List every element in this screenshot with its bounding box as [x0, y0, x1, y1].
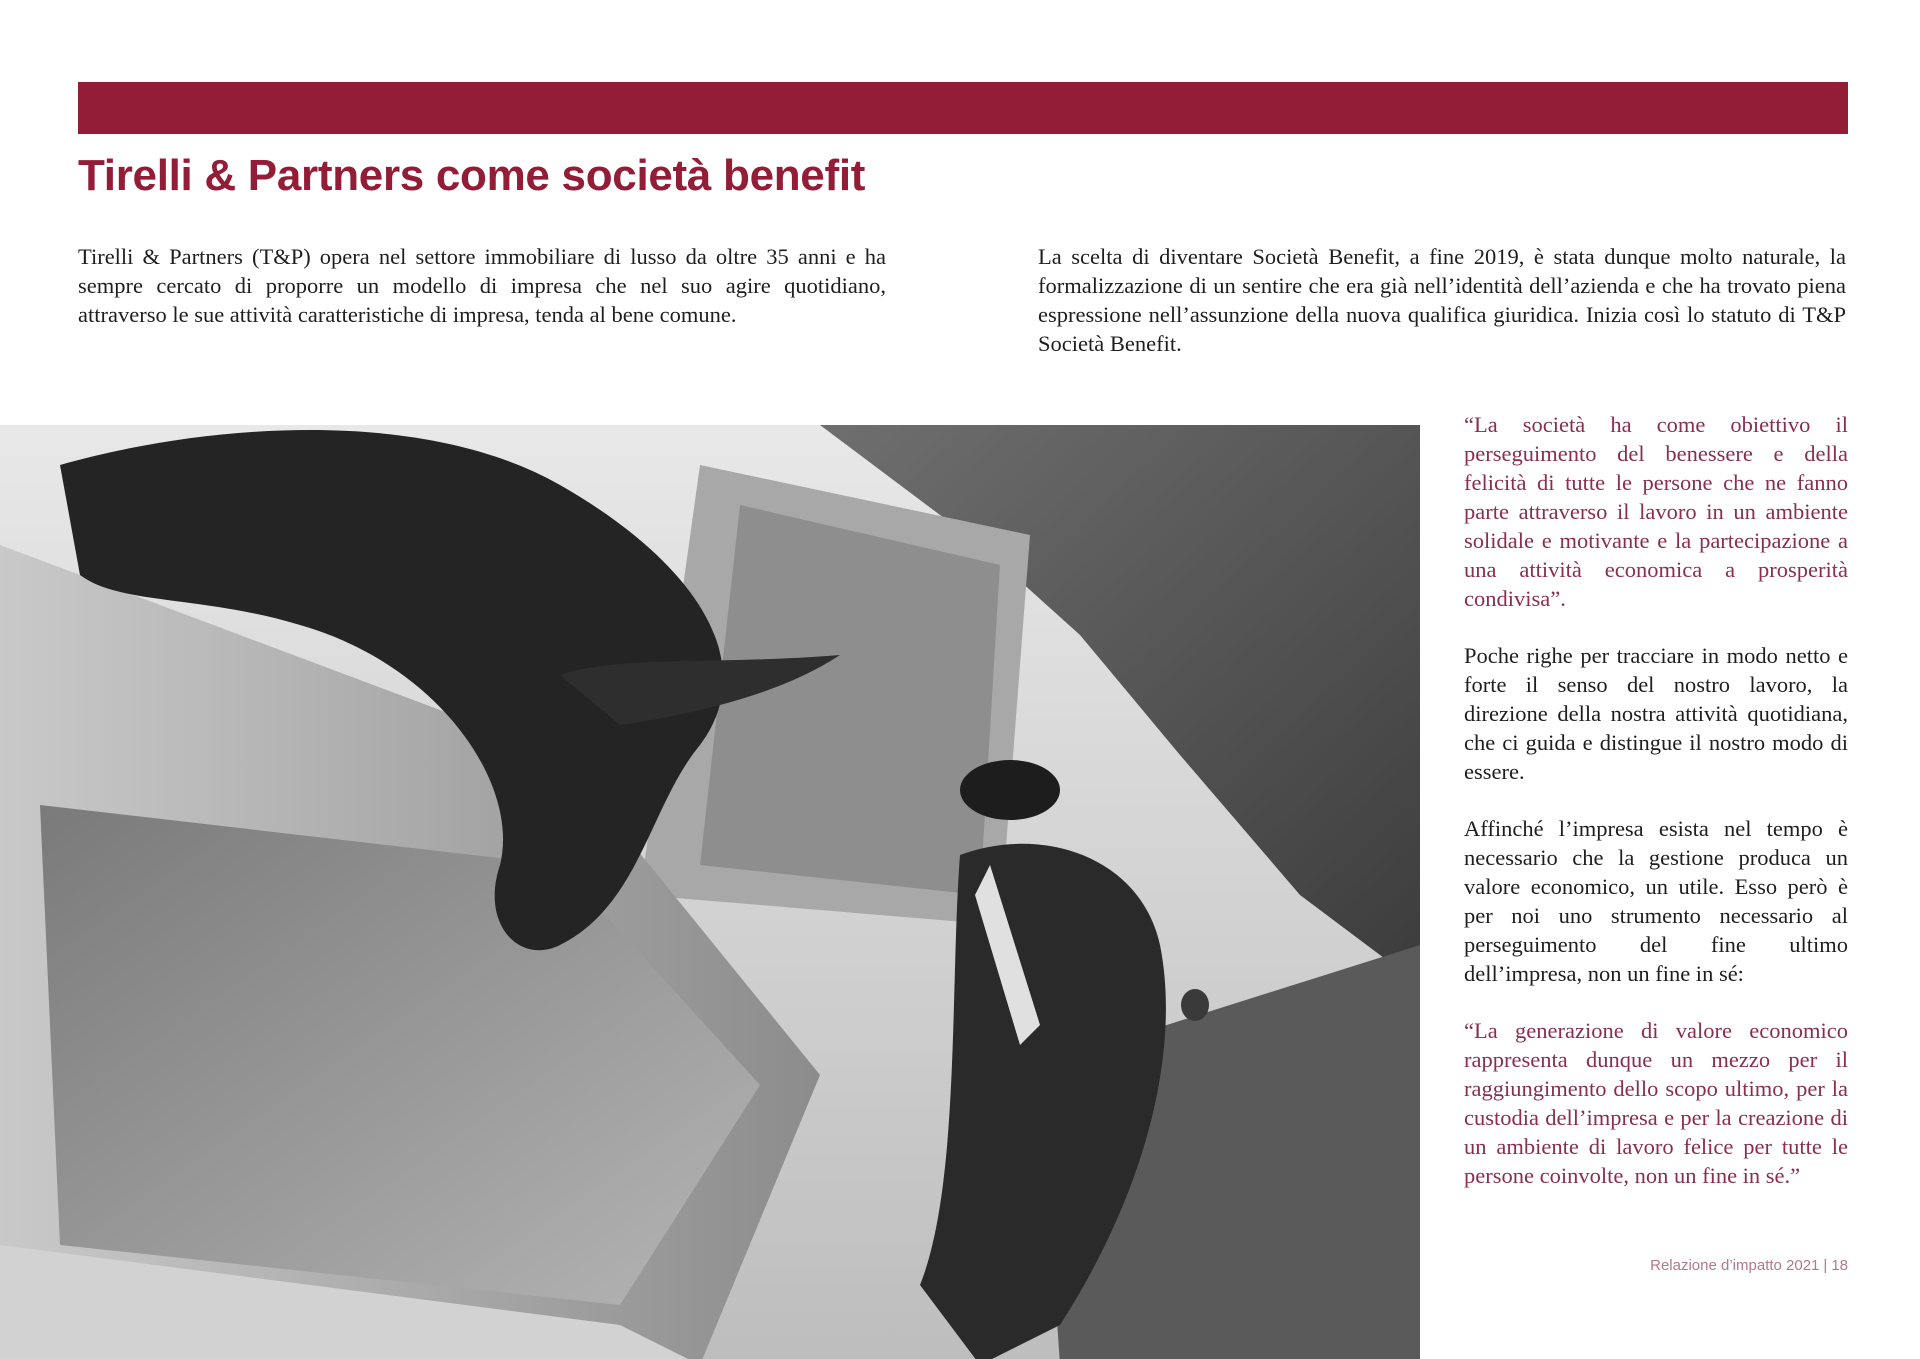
sidebar-paragraph-1: Poche righe per tracciare in modo netto e forte il senso del nostro lavoro, la direzione della nostra attività quotidiana, che ci guida e distingue il nostro modo di essere. [1464, 643, 1848, 784]
intro-paragraph-left: Tirelli & Partners (T&P) opera nel settore immobiliare di lusso da oltre 35 anni e ha sempre cercato di proporre un modello di impresa che nel suo agire quotidiano, attraverso le sue attività caratteristiche di impresa, tenda al bene comune. [78, 244, 886, 327]
sidebar-paragraph-2: Affinché l’impresa esista nel tempo è necessario che la gestione produca un valore economico, un utile. Esso però è per noi uno strumento necessario al perseguimento del fine ultimo dell’impresa, non un fine in sé: [1464, 816, 1848, 986]
header-accent-bar [78, 82, 1848, 134]
photo-distant-figure [1181, 989, 1209, 1021]
photo-fountain-bricks [700, 505, 1000, 895]
photo-man-hat [960, 760, 1060, 820]
footer-page-number: 18 [1831, 1257, 1848, 1274]
page-title: Tirelli & Partners come società benefit [78, 151, 866, 200]
page-footer [1650, 1257, 1848, 1274]
footer-report-title: Relazione d’impatto 2021 [1650, 1257, 1820, 1274]
horse-fountain-photo [0, 425, 1420, 1359]
footer-separator: | [1823, 1257, 1828, 1274]
intro-paragraph-right: La scelta di diventare Società Benefit, a fine 2019, è stata dunque molto naturale, la formalizzazione di un sentire che era già nell’identità dell’azienda e che ha trovato piena espressione nell’assunzione della nuova qualifica giuridica. Inizia così lo statuto di T&P Società Benefit. [1038, 244, 1846, 356]
sidebar-column [1464, 410, 1848, 1218]
photo-illustration [0, 425, 1420, 1359]
statute-quote: “La società ha come obiettivo il perseguimento del benessere e della felicità di tutte le persone che ne fanno parte attraverso il lavoro in un ambiente solidale e motivante e la partecipazione a una attività economica a prosperità condivisa”. [1464, 412, 1848, 611]
value-quote: “La generazione di valore economico rappresenta dunque un mezzo per il raggiungimento dello scopo ultimo, per la custodia dell’impresa e per la creazione di un ambiente di lavoro felice per tutte le persone coinvolte, non un fine in sé.” [1464, 1018, 1848, 1188]
